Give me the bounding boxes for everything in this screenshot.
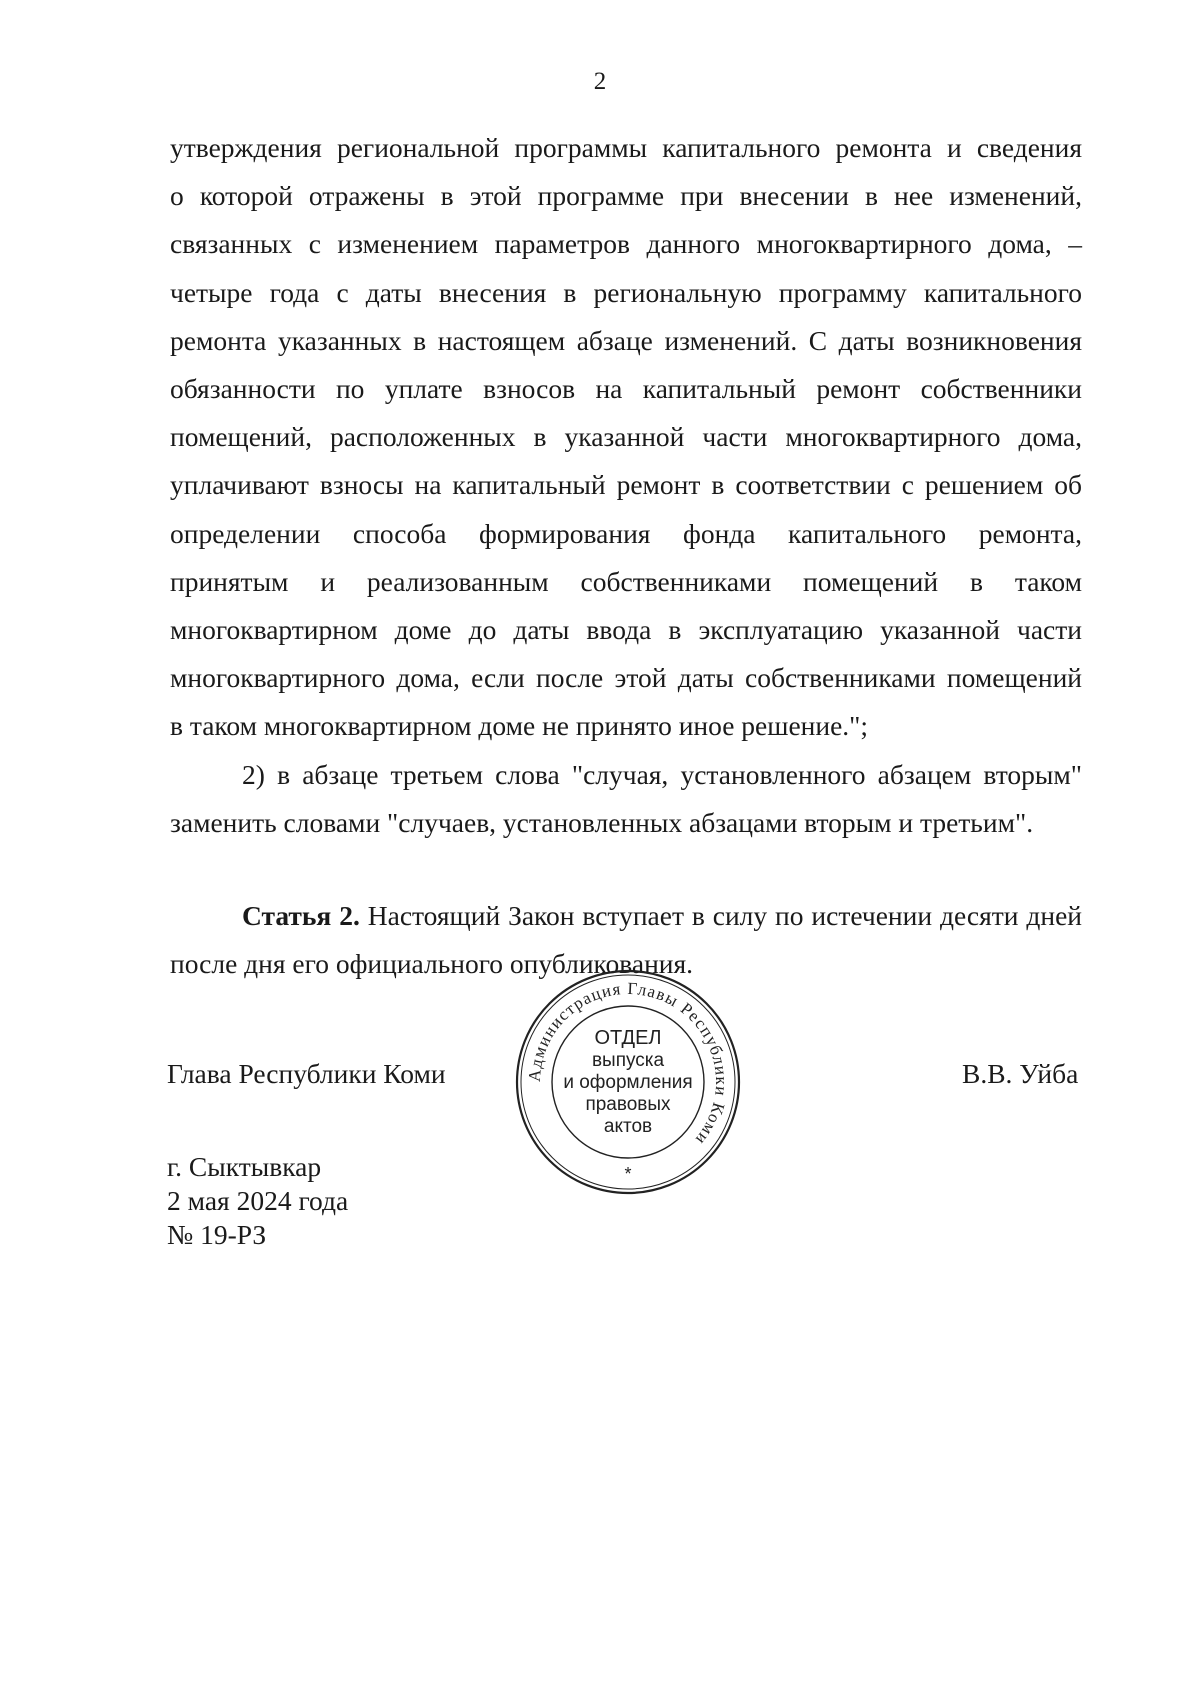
text-line: 2) в абзаце третьем слова "случая, установленного абзацем вторым" xyxy=(242,758,1082,790)
stamp-line: выпуска xyxy=(591,1050,665,1071)
text-line: обязанности по уплате взносов на капитальный ремонт собственники xyxy=(170,373,1082,405)
text-line: помещений, расположенных в указанной части многоквартирного дома, xyxy=(170,421,1082,453)
body-text xyxy=(170,124,1082,847)
date: 2 мая 2024 года xyxy=(167,1185,349,1216)
text-line: уплачивают взносы на капитальный ремонт в соответствии с решением об xyxy=(170,469,1082,501)
article-text: Настоящий Закон вступает в силу по истечении десяти дней xyxy=(367,900,1082,931)
article-label: Статья 2. xyxy=(242,900,360,931)
text-line: в таком многоквартирном доме не принято иное решение."; xyxy=(170,710,869,742)
text-line: многоквартирного дома, если после этой даты собственниками помещений xyxy=(170,662,1082,694)
article-line xyxy=(170,892,1082,940)
text-line: определении способа формирования фонда капитального ремонта, xyxy=(170,517,1082,549)
stamp-line: и оформления xyxy=(563,1072,693,1093)
stamp-line: правовых xyxy=(585,1094,671,1115)
stamp-line: актов xyxy=(603,1116,653,1137)
page-number: 2 xyxy=(593,68,607,95)
stamp-ring-text: Администрация Главы Республики Коми xyxy=(524,978,732,1150)
official-stamp xyxy=(514,968,742,1196)
place-date-block xyxy=(167,1150,348,1252)
place: г. Сыктывкар xyxy=(167,1151,322,1182)
text-line: четыре года с даты внесения в региональную программу капитального xyxy=(170,276,1082,308)
signer-title: Глава Республики Коми xyxy=(167,1058,446,1089)
article-line: после дня его официального опубликования. xyxy=(170,948,694,980)
law-number: № 19-РЗ xyxy=(167,1219,267,1250)
text-line: принятым и реализованным собственниками помещений в таком xyxy=(170,565,1082,597)
text-line: ремонта указанных в настоящем абзаце изменений. С даты возникновения xyxy=(170,324,1082,356)
signer-name: В.В. Уйба xyxy=(962,1058,1079,1089)
text-line: связанных с изменением параметров данного многоквартирного дома, – xyxy=(170,228,1082,260)
text-line: заменить словами "случаев, установленных абзацами вторым и третьим". xyxy=(170,806,1034,838)
text-line: многоквартирном доме до даты ввода в эксплуатацию указанной части xyxy=(170,614,1082,646)
text-line: о которой отражены в этой программе при внесении в нее изменений, xyxy=(170,180,1082,212)
text-line: утверждения региональной программы капитального ремонта и сведения xyxy=(170,132,1082,163)
stamp-line: ОТДЕЛ xyxy=(594,1027,662,1049)
stamp-star: * xyxy=(624,1164,632,1184)
